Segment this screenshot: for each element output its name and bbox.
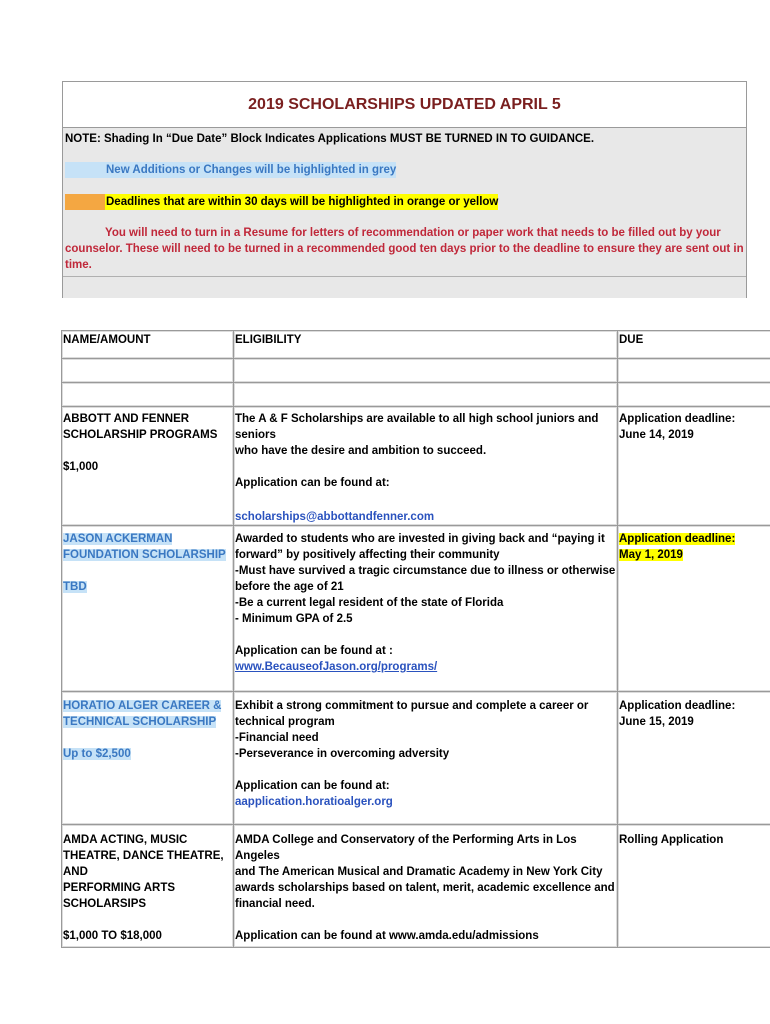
application-link[interactable]: aapplication.horatioalger.org: [235, 796, 393, 808]
scholarship-name: ABBOTT AND FENNER: [63, 413, 190, 425]
due-text: June 14, 2019: [619, 429, 694, 441]
eligibility-text: forward” by positively affecting their community: [235, 549, 500, 561]
legend-grey-text: New Additions or Changes will be highlighted in grey: [106, 164, 397, 176]
blank-row: [62, 383, 770, 407]
scholarship-amount: $1,000: [63, 461, 99, 473]
header-box: [62, 81, 747, 298]
application-link[interactable]: scholarships@abbottandfenner.com: [235, 511, 435, 523]
eligibility-text: -Perseverance in overcoming adversity: [235, 748, 450, 760]
blank-row: [62, 359, 770, 383]
eligibility-text: AMDA College and Conservatory of the Performing Arts in Los Angeles: [235, 834, 577, 862]
table-row: [62, 692, 770, 825]
scholarship-amount: TBD: [63, 581, 87, 593]
scholarship-name: AMDA ACTING, MUSIC: [63, 834, 188, 846]
scholarship-amount: $1,000 TO $18,000: [63, 930, 162, 942]
due-text: Application deadline:: [619, 533, 736, 545]
header-due: DUE: [618, 331, 770, 359]
application-text: Application can be found at:: [235, 780, 390, 792]
application-text: Application can be found at www.amda.edu/admissions: [235, 930, 539, 942]
eligibility-text: -Financial need: [235, 732, 319, 744]
eligibility-text: awards scholarships based on talent, merit, academic excellence and: [235, 882, 615, 894]
application-text: Application can be found at :: [235, 645, 393, 657]
due-text: Application deadline:: [619, 413, 736, 425]
header-bottom-strip: [63, 276, 746, 298]
eligibility-text: -Be a current legal resident of the state of Florida: [235, 597, 504, 609]
due-text: June 15, 2019: [619, 716, 694, 728]
eligibility-text: Awarded to students who are invested in giving back and “paying it: [235, 533, 605, 545]
application-link[interactable]: www.BecauseofJason.org/programs/: [235, 661, 438, 673]
scholarship-name: SCHOLARSHIP PROGRAMS: [63, 429, 218, 441]
scholarship-name: FOUNDATION SCHOLARSHIP: [63, 549, 226, 561]
eligibility-text: financial need.: [235, 898, 315, 910]
table-header-row: [62, 331, 770, 359]
legend-orange: [65, 194, 743, 210]
eligibility-text: before the age of 21: [235, 581, 344, 593]
scholarship-name: PERFORMING ARTS: [63, 882, 176, 894]
eligibility-text: who have the desire and ambition to succeed.: [235, 445, 487, 457]
scholarship-name: TECHNICAL SCHOLARSHIP: [63, 716, 217, 728]
due-text: May 1, 2019: [619, 549, 683, 561]
table-row: [62, 407, 770, 526]
scholarship-table: [61, 330, 770, 948]
scholarship-name: THEATRE, DANCE THEATRE, AND: [63, 850, 224, 878]
eligibility-text: Exhibit a strong commitment to pursue and complete a career or: [235, 700, 589, 712]
legend-grey: [65, 162, 743, 178]
eligibility-text: and The American Musical and Dramatic Academy in New York City: [235, 866, 603, 878]
header-eligibility: ELIGIBILITY: [234, 331, 618, 359]
grey-swatch: [65, 162, 105, 178]
guidance-note: NOTE: Shading In “Due Date” Block Indicates Applications MUST BE TURNED IN TO GUIDANCE.: [65, 133, 595, 145]
table-row: [62, 825, 770, 948]
eligibility-text: - Minimum GPA of 2.5: [235, 613, 353, 625]
application-text: Application can be found at:: [235, 477, 390, 489]
header-name: NAME/AMOUNT: [62, 331, 234, 359]
table-row: [62, 526, 770, 692]
scholarship-name: HORATIO ALGER CAREER &: [63, 700, 222, 712]
scholarship-name: JASON ACKERMAN: [63, 533, 173, 545]
page-title: 2019 SCHOLARSHIPS UPDATED APRIL 5: [63, 82, 746, 128]
eligibility-text: The A & F Scholarships are available to all high school juniors and seniors: [235, 413, 599, 441]
eligibility-text: technical program: [235, 716, 335, 728]
orange-swatch: [65, 194, 105, 210]
due-text: Rolling Application: [619, 834, 724, 846]
eligibility-text: -Must have survived a tragic circumstance due to illness or otherwise: [235, 565, 616, 577]
legend-orange-text: Deadlines that are within 30 days will be highlighted in orange or yellow: [106, 196, 499, 208]
due-text: Application deadline:: [619, 700, 736, 712]
scholarship-name: SCHOLARSIPS: [63, 898, 147, 910]
scholarship-amount: Up to $2,500: [63, 748, 131, 760]
resume-note: You will need to turn in a Resume for letters of recommendation or paper work that needs to be filled out by your counselor. These will need to be turned in a recommended good ten days prior to the deadline to ensure they are sent out in time.: [65, 227, 744, 271]
